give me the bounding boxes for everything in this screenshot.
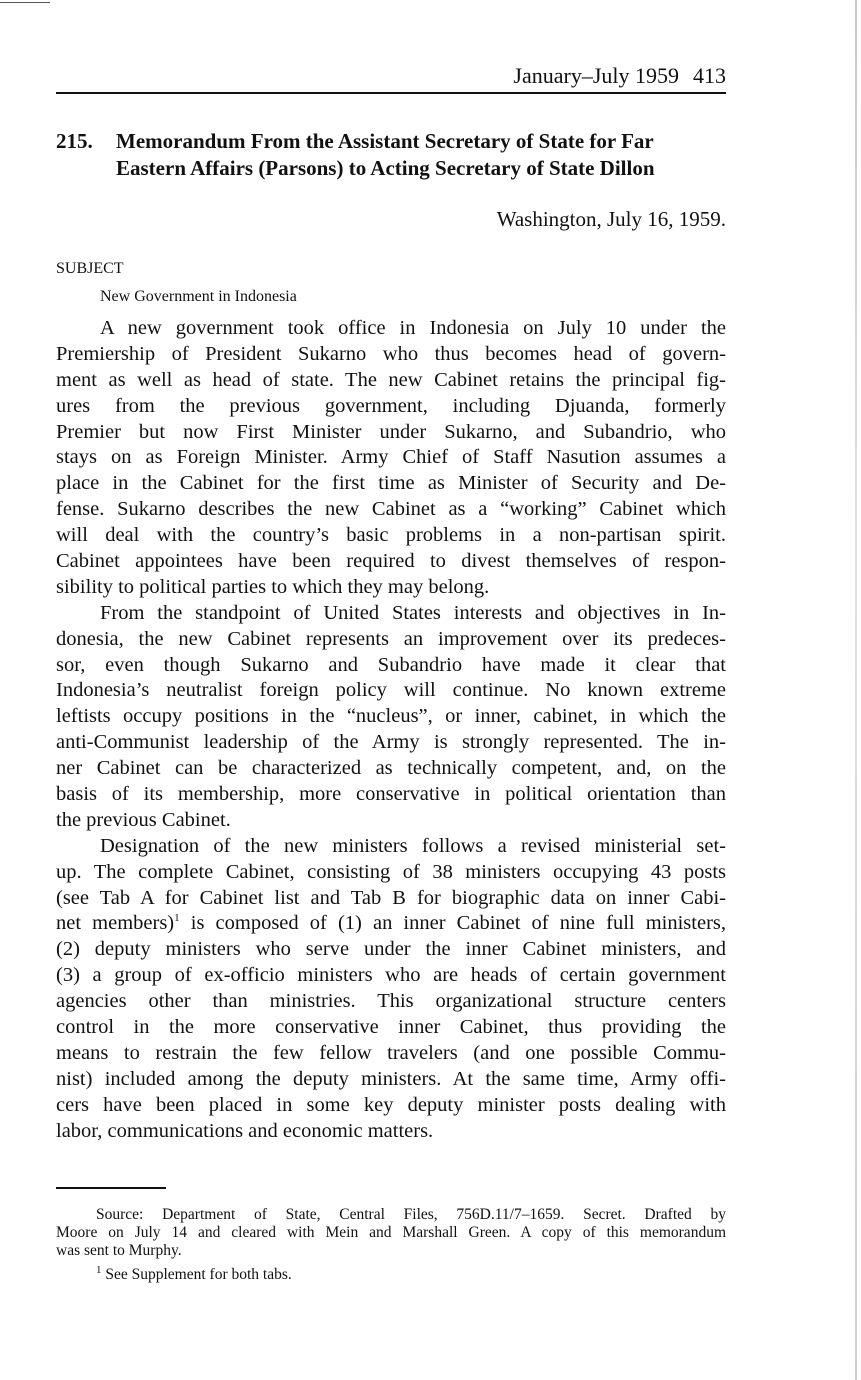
memo-body [56, 316, 726, 1145]
document-number: 215. [56, 129, 93, 153]
paragraph-3-line: Designation of the new ministers follows a revised ministerial set- [100, 834, 726, 857]
document-title [56, 128, 726, 182]
document-title-line-1: Memorandum From the Assistant Secretary of State for Far [116, 129, 654, 153]
running-head [56, 62, 726, 90]
paragraph-3-line: (3) a group of ex-officio ministers who are heads of certain government [56, 964, 726, 987]
paragraph-2-line: sor, even though Sukarno and Subandrio have made it clear that [56, 653, 726, 676]
paragraph-1-line: fense. Sukarno describes the new Cabinet as a “working” Cabinet which [56, 498, 726, 521]
paragraph-3-line: labor, communications and economic matters. [56, 1119, 434, 1142]
footnote-ref-1: 1 [174, 912, 180, 925]
paragraph-3-ref-line [56, 911, 726, 937]
paragraph-2-line: leftists occupy positions in the “nucleus”, or inner, cabinet, in which the [56, 705, 726, 728]
paragraph-3-ref-text-a: net members) [56, 912, 175, 935]
source-note-line: was sent to Murphy. [56, 1242, 182, 1259]
paragraph-1-line: ures from the previous government, including Djuanda, formerly [56, 394, 726, 417]
running-head-rule [56, 92, 726, 94]
paragraph-2-line: From the standpoint of United States interests and objectives in In- [100, 601, 726, 624]
footnote-rule [56, 1187, 166, 1189]
paragraph-1-line: Premiership of President Sukarno who thus becomes head of govern- [56, 342, 726, 365]
paragraph-3-ref-text-b: is composed of (1) an inner Cabinet of nine full ministers, [179, 912, 727, 935]
subject-value: New Government in Indonesia [100, 288, 297, 305]
paragraph-3-line: control in the more conservative inner Cabinet, thus providing the [56, 1016, 726, 1039]
footnote-1 [56, 1263, 726, 1284]
paragraph-2-line: anti-Communist leadership of the Army is strongly represented. The in- [56, 731, 726, 754]
paragraph-2-line: basis of its membership, more conservative in political orientation than [56, 783, 726, 806]
paragraph-3-line: nist) included among the deputy ministers. At the same time, Army offi- [56, 1067, 726, 1090]
paragraph-1-line: sibility to political parties to which they may belong. [56, 575, 490, 598]
paragraph-1-line: Cabinet appointees have been required to divest themselves of respon- [56, 550, 726, 573]
paragraph-1-line: Premier but now First Minister under Sukarno, and Subandrio, who [56, 420, 726, 443]
footnote-1-text: See Supplement for both tabs. [101, 1266, 292, 1283]
paragraph-1-line: place in the Cabinet for the first time as Minister of Security and De- [56, 472, 726, 495]
page-number: 413 [693, 63, 726, 88]
paragraph-2-line: Indonesia’s neutralist foreign policy will continue. No known extreme [56, 679, 726, 702]
footnotes [56, 1206, 726, 1284]
document-title-line-2: Eastern Affairs (Parsons) to Acting Secretary of State Dillon [116, 156, 655, 180]
paragraph-1-line: stays on as Foreign Minister. Army Chief of Staff Nasution assumes a [56, 446, 726, 469]
source-note-line: Moore on July 14 and cleared with Mein and Marshall Green. A copy of this memorandum [56, 1224, 726, 1241]
paragraph-1-line: A new government took office in Indonesia on July 10 under the [100, 317, 726, 339]
paragraph-1-line: ment as well as head of state. The new Cabinet retains the principal fig- [56, 368, 726, 391]
paragraph-3-line: means to restrain the few fellow travelers (and one possible Commu- [56, 1041, 726, 1064]
paragraph-2-line: ner Cabinet can be characterized as technically competent, and, on the [56, 757, 726, 780]
footnote-1-mark: 1 [96, 1263, 102, 1276]
paragraph-2-line: the previous Cabinet. [56, 808, 231, 831]
dateline: Washington, July 16, 1959. [496, 207, 726, 231]
paragraph-3-line: up. The complete Cabinet, consisting of 38 ministers occupying 43 posts [56, 860, 726, 883]
paragraph-3-line: agencies other than ministries. This organizational structure centers [56, 990, 726, 1013]
paragraph-3-line: (2) deputy ministers who serve under the inner Cabinet ministers, and [56, 938, 726, 961]
subject-label: SUBJECT [56, 260, 124, 277]
page-edge-shadow [855, 0, 857, 1380]
paragraph-1-line: will deal with the country’s basic problems in a non-partisan spirit. [56, 524, 726, 547]
source-note-line: Source: Department of State, Central Files, 756D.11/7–1659. Secret. Drafted by [96, 1206, 726, 1223]
top-edge-rule [0, 2, 50, 3]
paragraph-3-line: (see Tab A for Cabinet list and Tab B for biographic data on inner Cabi- [56, 886, 726, 909]
paragraph-3-line: cers have been placed in some key deputy minister posts dealing with [56, 1093, 726, 1116]
running-head-title: January–July 1959 [513, 63, 679, 88]
paragraph-2-line: donesia, the new Cabinet represents an improvement over its predeces- [56, 627, 726, 650]
